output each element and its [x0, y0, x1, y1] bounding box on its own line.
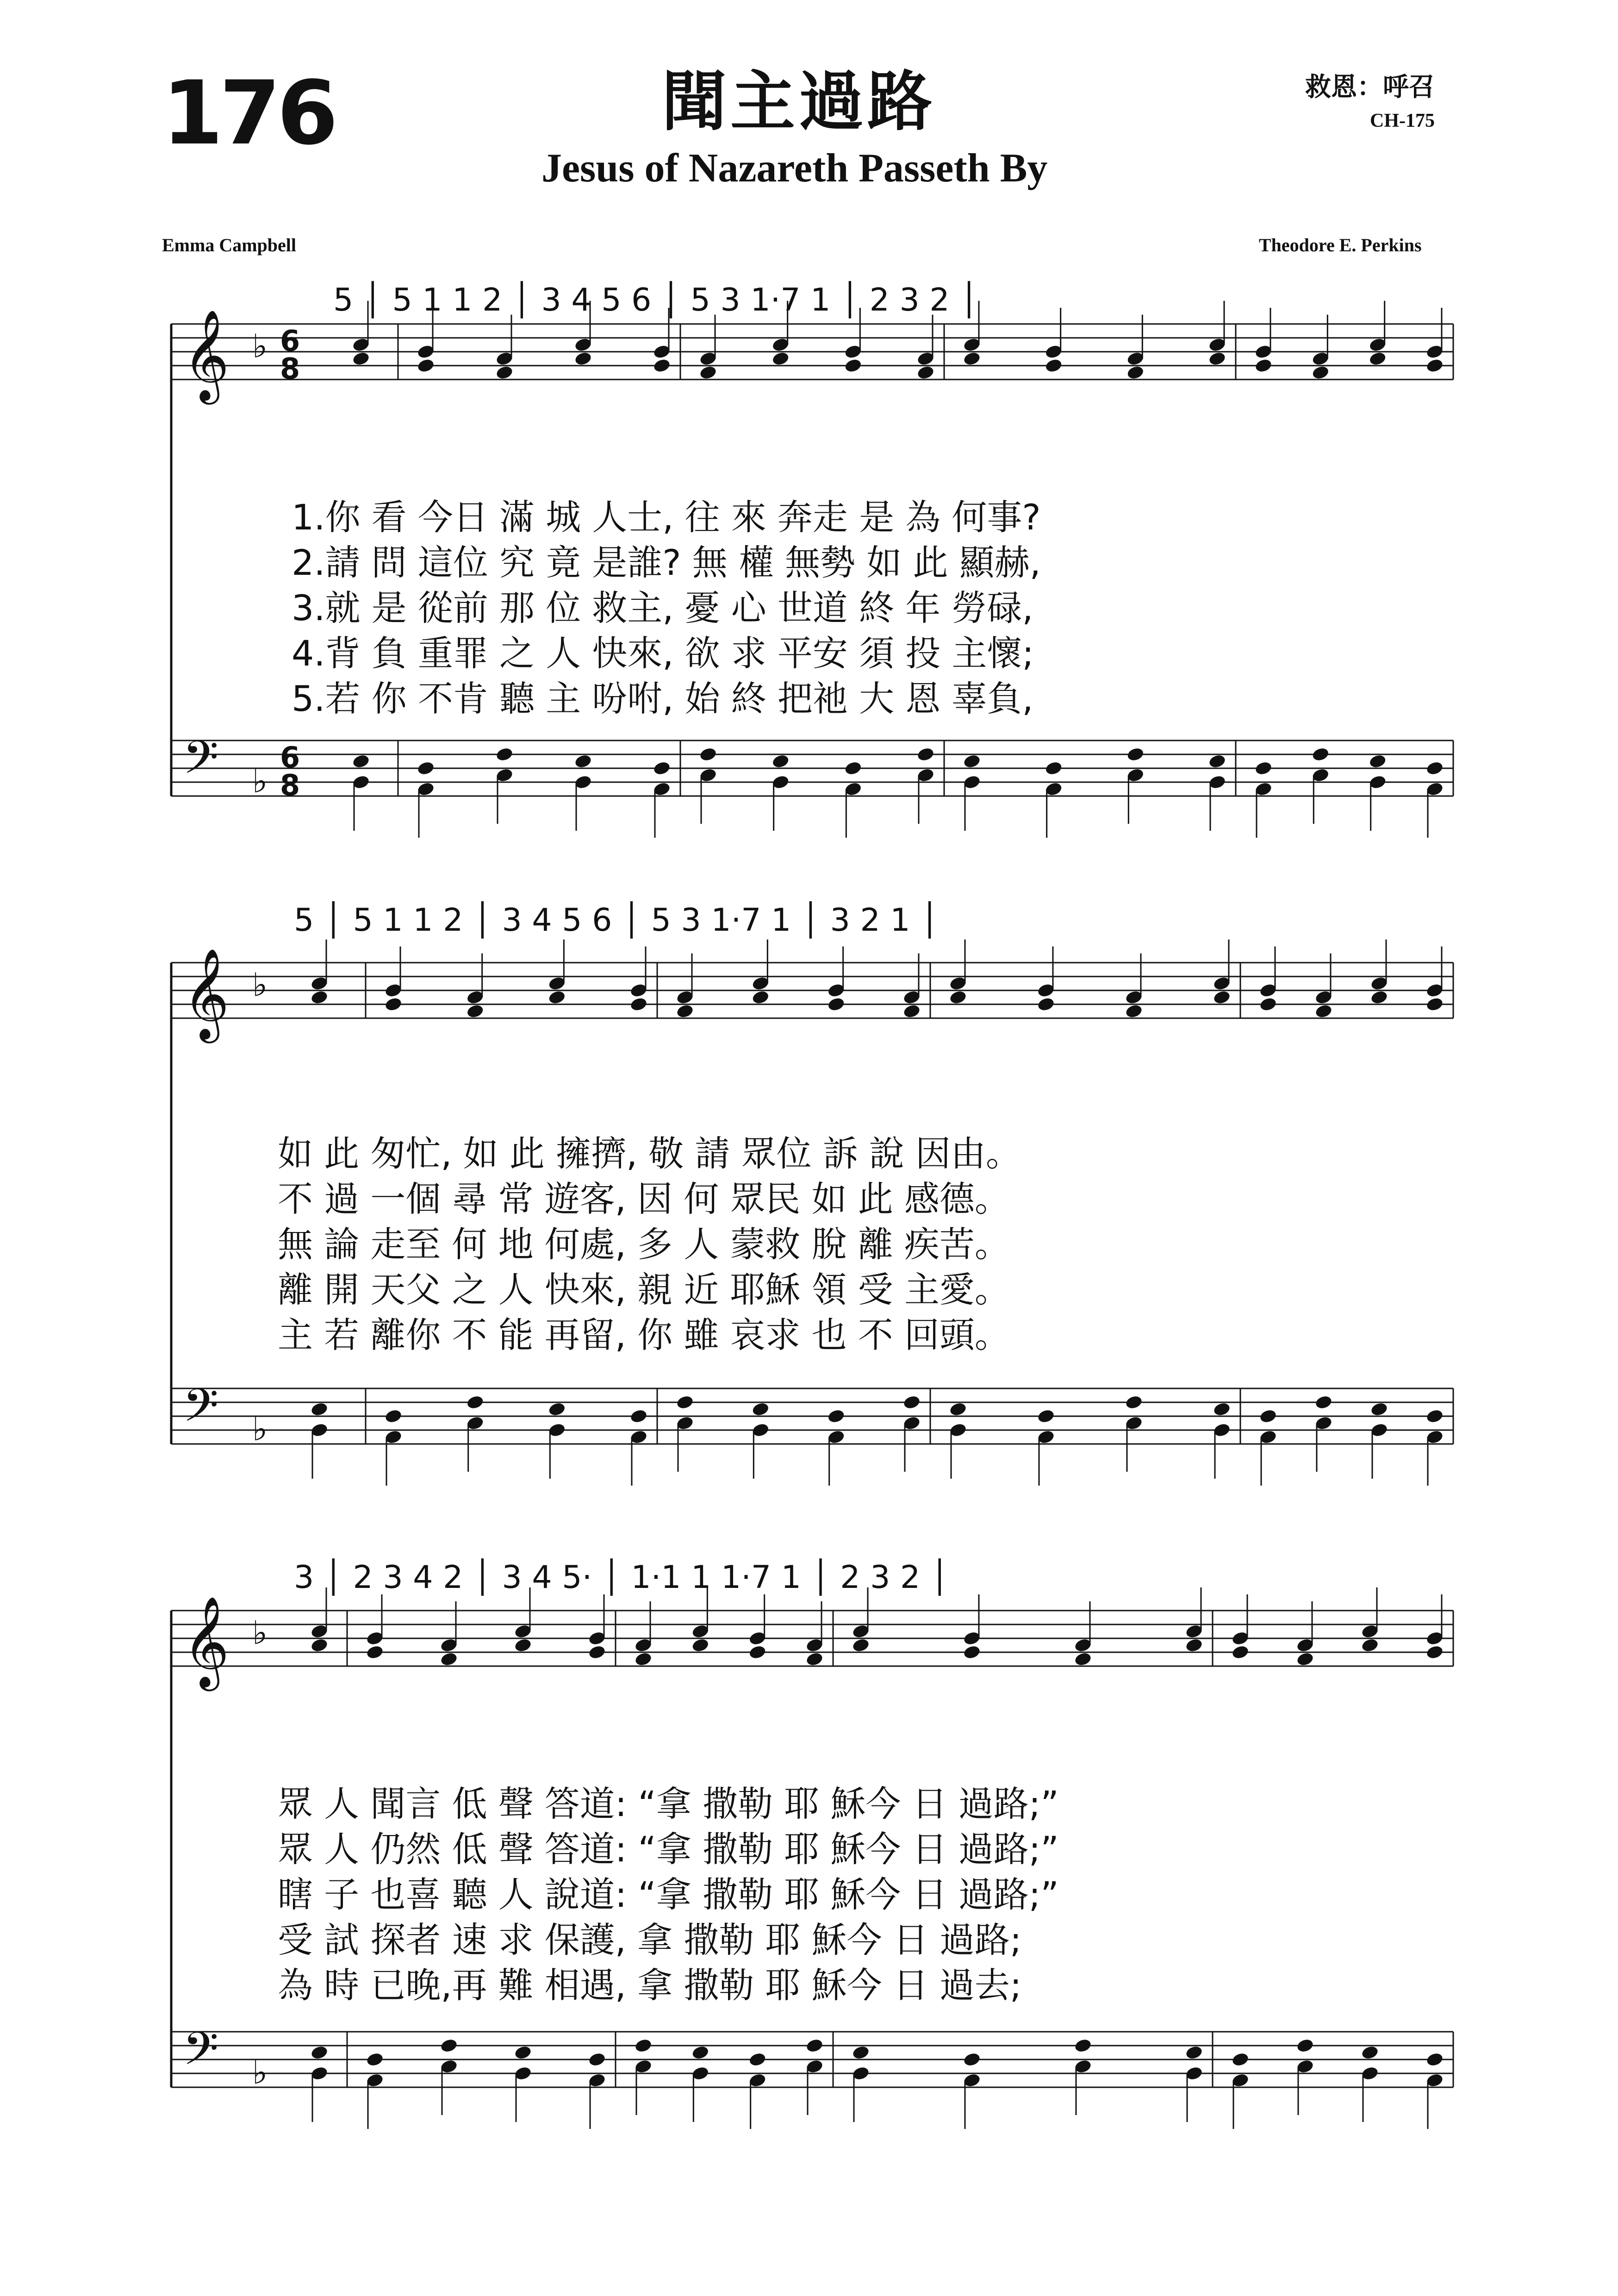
treble-note-head	[852, 1637, 870, 1653]
treble-note-head	[310, 1637, 329, 1653]
jianpu-bar: 5 3 1·7 1	[690, 282, 831, 318]
bass-note-head	[902, 1394, 921, 1410]
treble-note-head	[844, 358, 862, 373]
flat-icon: ♭	[252, 762, 268, 800]
title-english: Jesus of Nazareth Passeth By	[541, 146, 1048, 191]
bass-note-head	[514, 2045, 532, 2060]
bass-note-head	[1208, 753, 1226, 769]
jianpu-line-3: 3 │ 2 3 4 2 │ 3 4 5· │ 1·1 1 1·7 1 │ 2 3 2 │	[294, 1559, 949, 1596]
verse-line: 無 論 走至 何 地 何處, 多 人 蒙救 脫 離 疾苦。	[278, 1224, 1010, 1265]
treble-note-head	[366, 1644, 384, 1660]
bass-note-head	[1314, 1394, 1333, 1410]
treble-note-head	[676, 1003, 694, 1019]
jianpu-bar: 3 2 1	[830, 902, 910, 939]
verse-line: 離 開 天父 之 人 快來, 親 近 耶穌 領 受 主愛。	[278, 1269, 1010, 1310]
treble-clef-icon: 𝄞	[183, 309, 230, 401]
flat-icon: ♭	[252, 1614, 268, 1652]
treble-note-head	[1259, 996, 1277, 1012]
bass-note-head	[629, 1408, 648, 1424]
jianpu-bar: 3 4 5·	[502, 1559, 592, 1596]
treble-note-head	[1185, 1637, 1203, 1653]
treble-note-head	[548, 989, 566, 1005]
bass-note-head	[1425, 760, 1444, 776]
verse-line: 1.你 看 今日 滿 城 人士, 往 來 奔走 是 為 何事?	[292, 497, 1041, 538]
verse-line: 如 此 匆忙, 如 此 擁擠, 敬 請 眾位 訴 說 因由。	[278, 1133, 1021, 1174]
bass-note-head	[1231, 2052, 1250, 2067]
verse-line: 受 試 探者 速 求 保護, 拿 撒勒 耶 穌今 日 過路;	[278, 1919, 1022, 1960]
verse-line: 3.就 是 從前 那 位 救主, 憂 心 世道 終 年 勞碌,	[292, 587, 1033, 628]
treble-note-head	[699, 365, 717, 380]
bass-note-head	[1296, 2038, 1314, 2053]
treble-note-head	[417, 358, 435, 373]
bass-note-head	[963, 2052, 981, 2067]
treble-note-head	[949, 989, 967, 1005]
treble-note-head	[963, 351, 981, 367]
bass-note-head	[384, 1408, 403, 1424]
bass-note-head	[1045, 760, 1063, 776]
verse-line: 瞎 子 也喜 聽 人 說道: “拿 撒勒 耶 穌今 日 過路;”	[278, 1874, 1059, 1915]
time-signature-bottom: 8	[280, 352, 300, 386]
treble-note-head	[466, 1003, 485, 1019]
treble-note-head	[751, 989, 770, 1005]
treble-note-head	[963, 1644, 981, 1660]
treble-note-head	[1361, 1637, 1379, 1653]
treble-note-head	[653, 358, 671, 373]
bass-note-head	[772, 753, 790, 769]
bass-note-head	[1126, 747, 1145, 762]
treble-note-head	[1369, 351, 1387, 367]
treble-note-head	[588, 1644, 606, 1660]
title-chinese: 聞主過路	[662, 64, 936, 140]
treble-note-head	[634, 1651, 653, 1667]
bass-note-head	[949, 1401, 967, 1417]
bass-clef-icon: 𝄢	[183, 731, 219, 796]
bass-note-head	[748, 2052, 767, 2067]
bass-clef-icon: 𝄢	[183, 2022, 219, 2087]
treble-note-head	[691, 1637, 709, 1653]
verse-line: 主 若 離你 不 能 再留, 你 雖 哀求 也 不 回頭。	[278, 1314, 1010, 1356]
treble-note-head	[1126, 365, 1145, 380]
bass-note-head	[634, 2038, 653, 2053]
verse-line: 眾 人 仍然 低 聲 答道: “拿 撒勒 耶 穌今 日 過路;”	[278, 1829, 1059, 1870]
jianpu-line-2: 5 │ 5 1 1 2 │ 3 4 5 6 │ 5 3 1·7 1 │ 3 2 1 │	[294, 902, 940, 939]
treble-note-head	[1213, 989, 1231, 1005]
treble-note-head	[1314, 1003, 1333, 1019]
bass-note-head	[1369, 753, 1387, 769]
jianpu-bar: 5 1 1 2	[392, 282, 503, 318]
jianpu-bar: 3 4 5 6	[502, 902, 612, 939]
jianpu-bar: 2 3 2	[869, 282, 950, 318]
treble-note-head	[384, 996, 403, 1012]
treble-note-head	[1425, 996, 1444, 1012]
bass-note-head	[1213, 1401, 1231, 1417]
hymn-number: 176	[162, 62, 335, 164]
bass-note-head	[310, 2045, 329, 2060]
treble-note-head	[1370, 989, 1388, 1005]
flat-icon: ♭	[252, 327, 268, 365]
bass-clef-icon: 𝄢	[183, 1379, 219, 1444]
bass-note-head	[1361, 2045, 1379, 2060]
time-signature-top: 6	[280, 740, 300, 774]
bass-note-head	[844, 760, 862, 776]
treble-note-head	[916, 365, 935, 380]
treble-note-head	[352, 351, 370, 367]
treble-clef-icon: 𝄞	[183, 1596, 230, 1687]
time-signature-bottom: 8	[280, 768, 300, 802]
flat-icon: ♭	[252, 966, 268, 1004]
bass-note-head	[1311, 747, 1330, 762]
jianpu-bar: 5	[294, 902, 314, 939]
treble-note-head	[1045, 358, 1063, 373]
hymn-code: CH-175	[1370, 110, 1435, 131]
jianpu-bar: 5 3 1·7 1	[651, 902, 791, 939]
bass-note-head	[852, 2045, 870, 2060]
bass-note-head	[352, 753, 370, 769]
bass-note-head	[827, 1408, 846, 1424]
bass-note-head	[417, 760, 435, 776]
verse-line: 4.背 負 重罪 之 人 快來, 欲 求 平安 須 投 主懷;	[292, 633, 1034, 674]
bass-note-head	[1259, 1408, 1277, 1424]
treble-note-head	[1231, 1644, 1250, 1660]
bass-note-head	[1425, 1408, 1444, 1424]
bass-note-head	[548, 1401, 566, 1417]
verse-line: 眾 人 聞言 低 聲 答道: “拿 撒勒 耶 穌今 日 過路;”	[278, 1783, 1059, 1824]
flat-icon: ♭	[252, 1410, 268, 1448]
composer: Theodore E. Perkins	[1259, 235, 1422, 255]
jianpu-bar: 3	[294, 1559, 314, 1596]
treble-note-head	[772, 351, 790, 367]
treble-note-head	[1037, 996, 1055, 1012]
time-signature-top: 6	[280, 324, 300, 358]
treble-note-head	[805, 1651, 824, 1667]
bass-note-head	[1254, 760, 1273, 776]
lyricist: Emma Campbell	[162, 235, 296, 255]
treble-note-head	[1125, 1003, 1143, 1019]
bass-note-head	[1074, 2038, 1092, 2053]
bass-note-head	[1037, 1408, 1055, 1424]
jianpu-bar: 5	[333, 282, 354, 318]
bass-note-head	[916, 747, 935, 762]
verse-line: 為 時 已晚,再 難 相遇, 拿 撒勒 耶 穌今 日 過去;	[278, 1965, 1022, 2006]
treble-note-head	[629, 996, 648, 1012]
bass-note-head	[366, 2052, 384, 2067]
treble-note-head	[1425, 358, 1444, 373]
treble-note-head	[514, 1637, 532, 1653]
bass-note-head	[699, 747, 717, 762]
bass-note-head	[653, 760, 671, 776]
verse-line: 5.若 你 不肯 聽 主 吩咐, 始 終 把祂 大 恩 辜負,	[292, 678, 1033, 719]
jianpu-bar: 5 1 1 2	[353, 902, 463, 939]
treble-note-head	[1254, 358, 1273, 373]
bass-note-head	[1185, 2045, 1203, 2060]
verse-line: 2.請 問 這位 究 竟 是誰? 無 權 無勢 如 此 顯赫,	[292, 542, 1041, 583]
treble-note-head	[748, 1644, 767, 1660]
verse-line: 不 過 一個 尋 常 遊客, 因 何 眾民 如 此 感德。	[278, 1178, 1010, 1220]
bass-note-head	[574, 753, 592, 769]
bass-note-head	[1370, 1401, 1388, 1417]
treble-note-head	[1074, 1651, 1092, 1667]
treble-note-head	[902, 1003, 921, 1019]
bass-note-head	[440, 2038, 458, 2053]
treble-note-head	[827, 996, 846, 1012]
treble-note-head	[440, 1651, 458, 1667]
jianpu-bar: 2 3 4 2	[353, 1559, 463, 1596]
treble-note-head	[495, 365, 514, 380]
bass-note-head	[1425, 2052, 1444, 2067]
treble-note-head	[1425, 1644, 1444, 1660]
flat-icon: ♭	[252, 2053, 268, 2091]
bass-note-head	[676, 1394, 694, 1410]
treble-clef-icon: 𝄞	[183, 948, 230, 1039]
category-label: 救恩：呼召	[1305, 72, 1435, 102]
bass-note-head	[588, 2052, 606, 2067]
bass-note-head	[691, 2045, 709, 2060]
bass-note-head	[466, 1394, 485, 1410]
treble-note-head	[1208, 351, 1226, 367]
jianpu-bar: 3 4 5 6	[541, 282, 652, 318]
bass-note-head	[963, 753, 981, 769]
jianpu-bar: 2 3 2	[840, 1559, 921, 1596]
bass-note-head	[805, 2038, 824, 2053]
treble-note-head	[1296, 1651, 1314, 1667]
treble-note-head	[1311, 365, 1330, 380]
bass-note-head	[495, 747, 514, 762]
bass-note-head	[751, 1401, 770, 1417]
bass-note-head	[1125, 1394, 1143, 1410]
treble-note-head	[574, 351, 592, 367]
jianpu-bar: 1·1 1 1·7 1	[631, 1559, 802, 1596]
jianpu-line-1: 5 │ 5 1 1 2 │ 3 4 5 6 │ 5 3 1·7 1 │ 2 3 2 │	[333, 282, 979, 318]
bass-note-head	[310, 1401, 329, 1417]
treble-note-head	[310, 989, 329, 1005]
